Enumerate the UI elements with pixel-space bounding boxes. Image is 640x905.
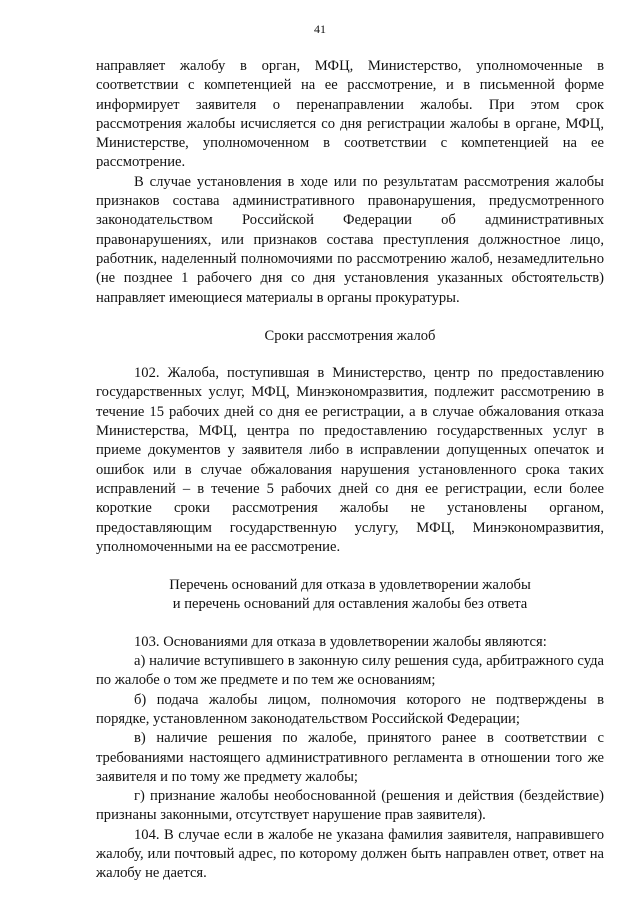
spacer [96, 615, 604, 633]
paragraph-103-b: б) подача жалобы лицом, полномочия которого не подтверждены в порядке, установленном законодательством Российской Федерации; [96, 691, 604, 727]
paragraph-103-c: в) наличие решения по жалобе, принятого ранее в соответствии с требованиями настоящего административного регламента в отношении того же заявителя и по тому же предмету жалобы; [96, 730, 604, 785]
paragraph-102: 102. Жалоба, поступившая в Министерство, центр по предоставлению государственных услуг, МФЦ, Минэкономразвития, подлежит рассмотрению в течение 15 рабочих дней со дня ее регистрации, а в случае обжалования отказа Министерства, МФЦ, центра по предоставлению государственных услуг в приеме документов у заявителя либо в исправлении допущенных опечаток и ошибок или в случае обжалования нарушения установленного срока таких исправлений – в течение 5 рабочих дней со дня ее регистрации, если более короткие сроки рассмотрения жалобы не установлены органом, предоставляющим государственную услугу, МФЦ, Минэкономразвития, уполномоченными на ее рассмотрение. [96, 365, 604, 555]
paragraph-continuation: направляет жалобу в орган, МФЦ, Министерство, уполномоченные в соответствии с компетенцией на ее рассмотрение, и в письменной форме информирует заявителя о перенаправлении жалобы. При этом срок рассмотрения жалобы исчисляется со дня регистрации жалобы в органе, МФЦ, Министерстве, уполномоченном в соответствии с компетенцией на ее рассмотрение. [96, 58, 604, 171]
section-heading-refusal-grounds-line1: Перечень оснований для отказа в удовлетворении жалобы [169, 577, 531, 594]
spacer [96, 557, 604, 576]
section-heading-review-terms: Сроки рассмотрения жалоб [264, 327, 436, 344]
paragraph-103: 103. Основаниями для отказа в удовлетворении жалобы являются: [134, 633, 547, 650]
paragraph-prosecution-referral: В случае установления в ходе или по результатам рассмотрения жалобы признаков состава административного правонарушения, предусмотренного законодательством Российской Федерации об административных правонарушениях, или признаков состава преступления должностное лицо, работник, наделенный полномочиями по рассмотрению жалоб, незамедлительно (не позднее 1 рабочего дня со дня установления указанных обстоятельств) направляет имеющиеся материалы в органы прокуратуры. [96, 173, 604, 306]
page-number: 41 [314, 22, 326, 36]
paragraph-103-a: а) наличие вступившего в законную силу решения суда, арбитражного суда по жалобе о том же предмете и по тем же основаниям; [96, 653, 604, 689]
paragraph-103-d: г) признание жалобы необоснованной (решения и действия (бездействие) признаны законными, отсутствует нарушение прав заявителя). [96, 788, 604, 824]
spacer [96, 346, 604, 364]
section-heading-refusal-grounds-line2: и перечень оснований для оставления жалобы без ответа [172, 596, 528, 613]
spacer [96, 308, 604, 327]
paragraph-104: 104. В случае если в жалобе не указана фамилия заявителя, направившего жалобу, или почтовый адрес, по которому должен быть направлен ответ, ответ на жалобу не дается. [96, 826, 604, 882]
document-body [96, 57, 604, 884]
